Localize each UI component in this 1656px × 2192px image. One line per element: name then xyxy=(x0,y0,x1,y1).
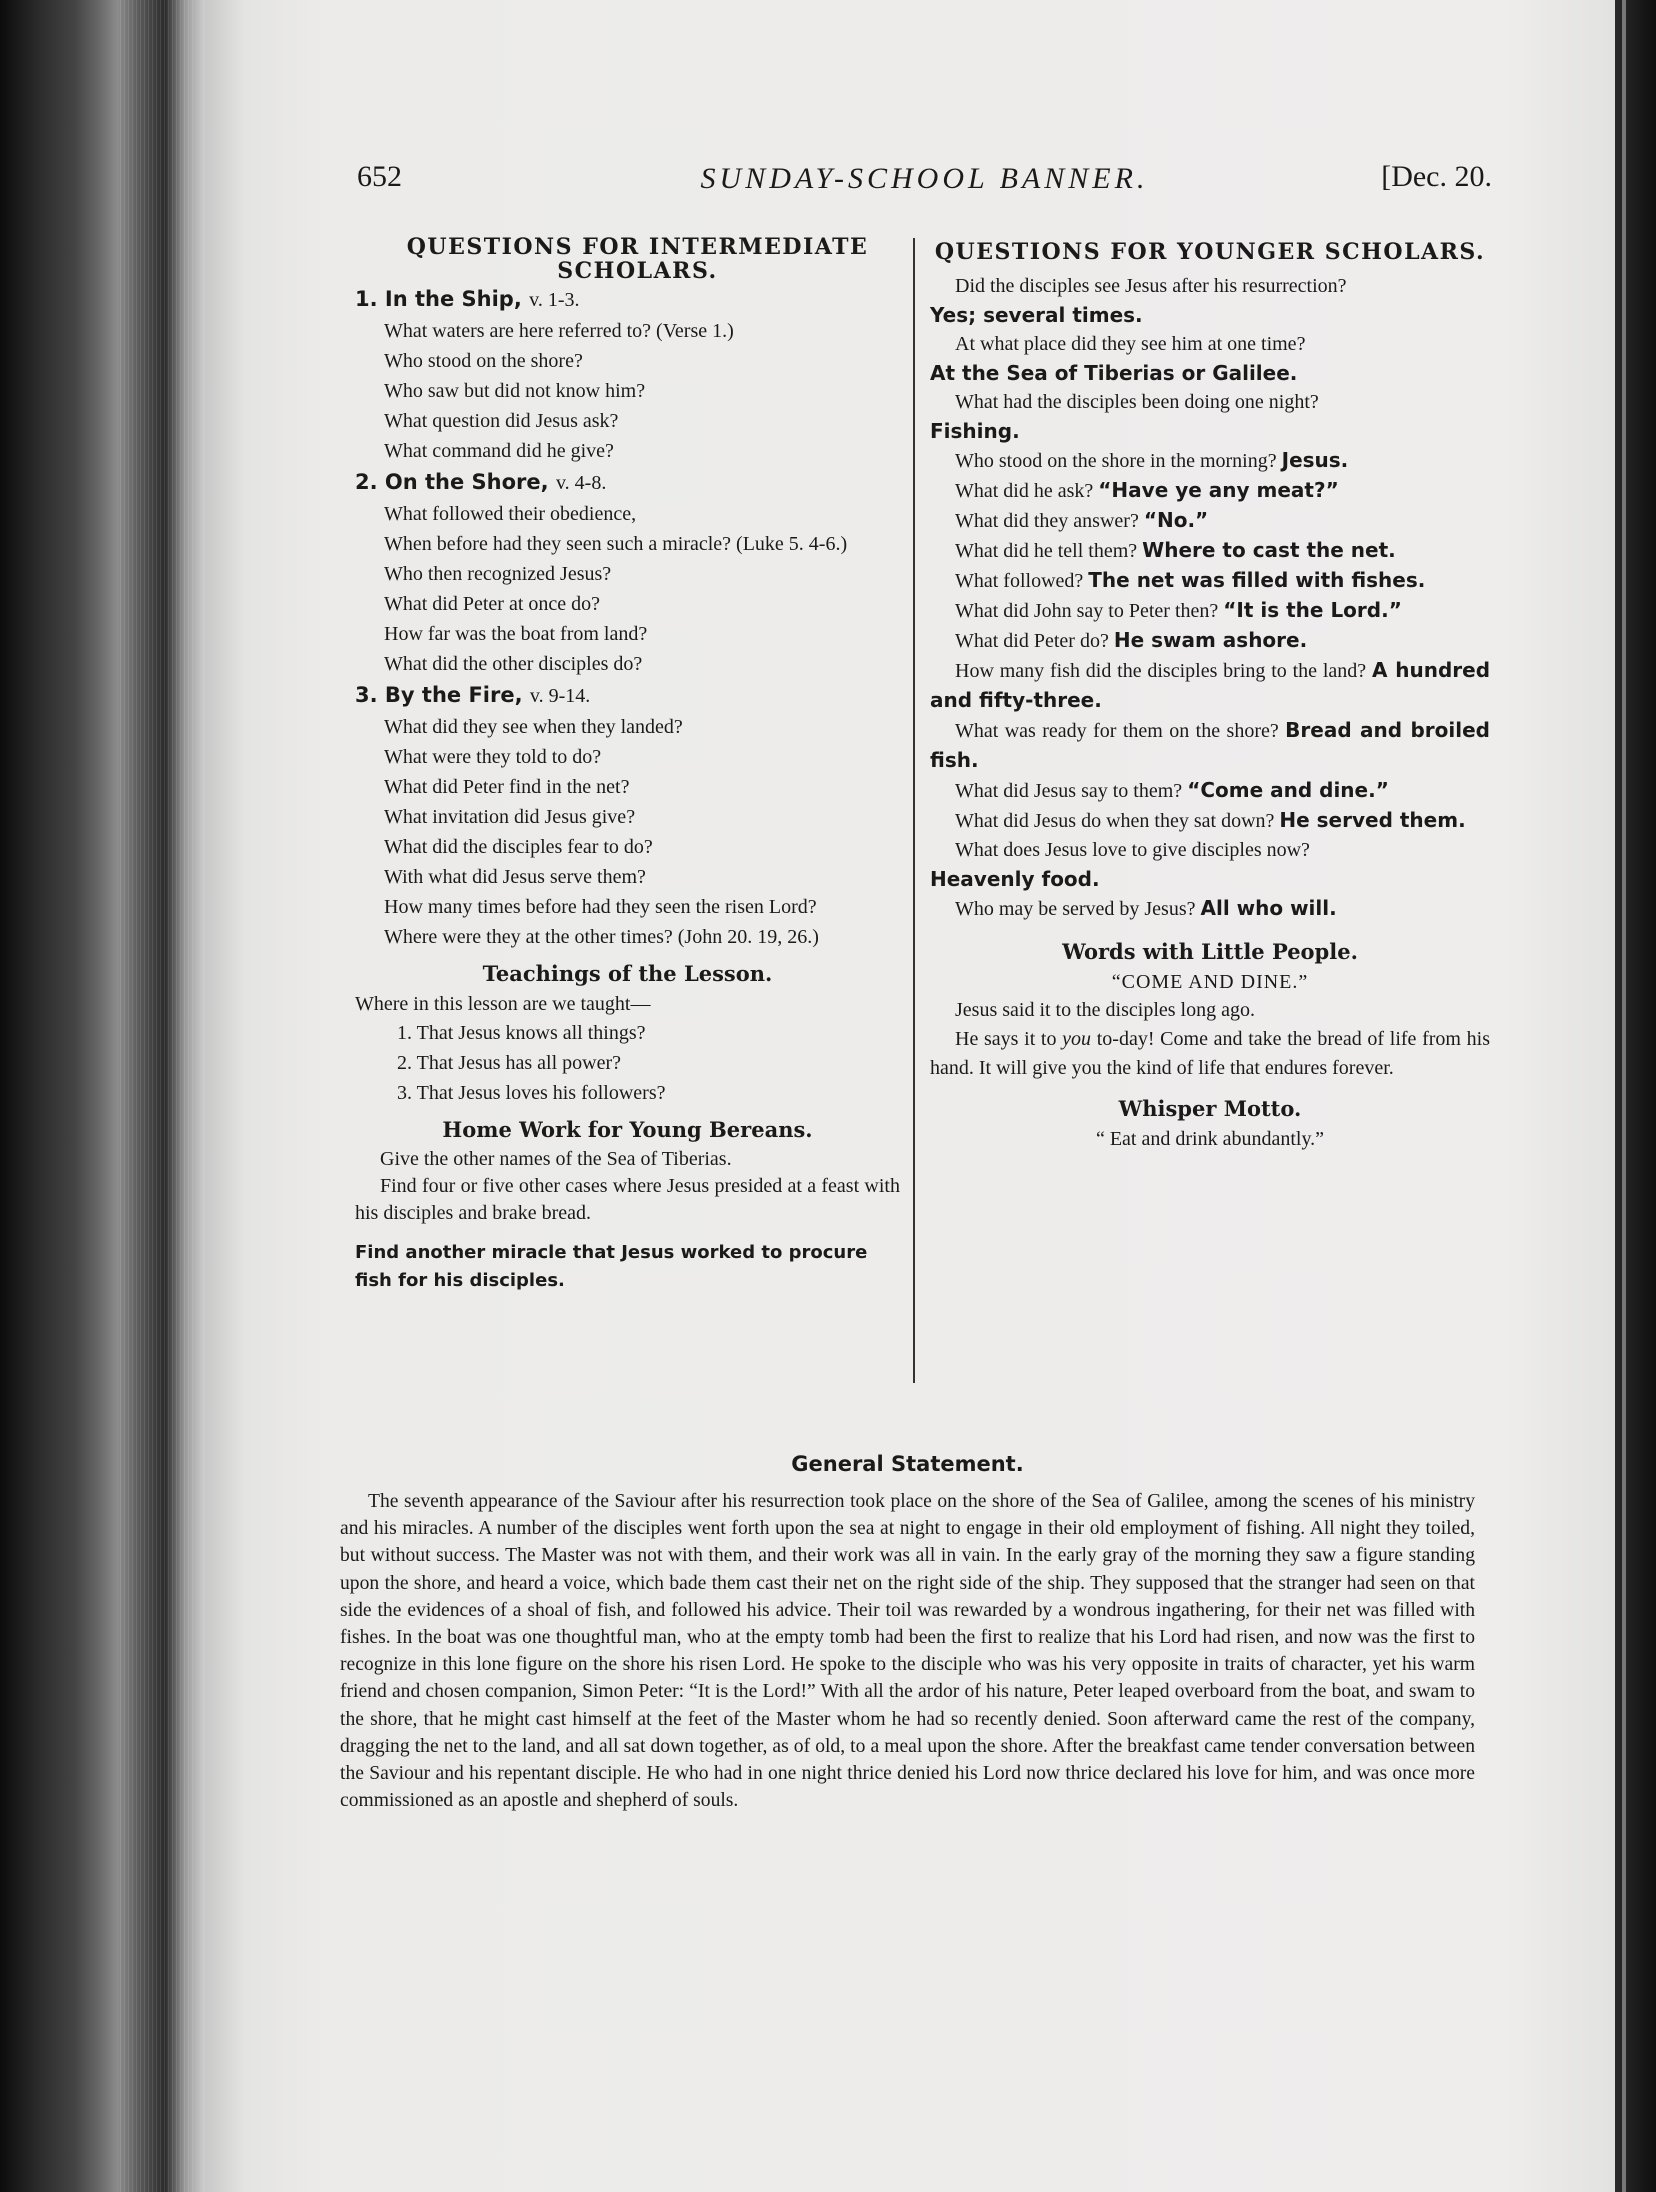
question: How many times before had they seen the risen Lord? xyxy=(384,896,817,918)
qa-answer: A hundred and fifty-three. xyxy=(930,658,1491,712)
question: What did Peter find in the net? xyxy=(384,776,630,798)
section-heading-text: 2. On the Shore, xyxy=(355,470,549,494)
section-heading xyxy=(355,469,900,497)
qa-item xyxy=(930,776,1490,806)
teaching-item: 3. That Jesus loves his followers? xyxy=(397,1082,666,1104)
intermediate-questions-column xyxy=(355,235,900,1295)
general-statement xyxy=(340,1450,1475,1814)
qa-answer: Heavenly food. xyxy=(930,867,1100,891)
question: Who then recognized Jesus? xyxy=(384,563,612,585)
qa-item xyxy=(930,330,1490,359)
section-on-the-shore xyxy=(355,469,900,679)
teachings-title: Teachings of the Lesson. xyxy=(482,961,773,986)
younger-title: QUESTIONS FOR YOUNGER SCHOLARS. xyxy=(934,239,1486,265)
qa-answer: Bread and broiled fish. xyxy=(930,718,1490,772)
question: What waters are here referred to? (Verse 1.) xyxy=(384,320,734,342)
home-work-bold-item: Find another miracle that Jesus worked to procure fish for his disciples. xyxy=(355,1242,868,1291)
qa-item xyxy=(930,806,1490,836)
home-work-item: Find four or five other cases where Jesus presided at a feast with his disciples and brake bread. xyxy=(355,1175,900,1224)
page-number: 652 xyxy=(357,160,402,193)
qa-question: Who may be served by Jesus? xyxy=(955,898,1196,920)
question: What question did Jesus ask? xyxy=(384,410,619,432)
qa-item xyxy=(930,716,1490,776)
running-title: SUNDAY-SCHOOL BANNER. xyxy=(700,162,1149,195)
qa-answer: He swam ashore. xyxy=(1113,628,1308,652)
qa-answer: All who will. xyxy=(1200,896,1337,920)
question: What command did he give? xyxy=(384,440,614,462)
qa-answer: The net was filled with fishes. xyxy=(1088,568,1426,592)
qa-answer: Jesus. xyxy=(1281,448,1349,472)
qa-item xyxy=(930,656,1490,716)
qa-question: What does Jesus love to give disciples now? xyxy=(955,839,1310,861)
words-subtitle: “COME AND DINE.” xyxy=(1111,971,1309,993)
home-work-item: Give the other names of the Sea of Tiberias. xyxy=(380,1148,732,1170)
qa-answer: At the Sea of Tiberias or Galilee. xyxy=(930,361,1298,385)
qa-answer: “Have ye any meat?” xyxy=(1098,478,1339,502)
words-text: to-day! Come and take the bread of life from his hand. It will give you the kind of life that endures forever. xyxy=(930,1028,1490,1079)
question: What were they told to do? xyxy=(384,746,602,768)
words-emphasis: you xyxy=(1062,1028,1092,1050)
qa-answer: Yes; several times. xyxy=(930,303,1143,327)
qa-question: What did Jesus say to them? xyxy=(955,780,1183,802)
section-heading-text: 3. By the Fire, xyxy=(355,683,523,707)
qa-answer: “It is the Lord.” xyxy=(1223,598,1402,622)
home-work-title: Home Work for Young Bereans. xyxy=(442,1117,813,1142)
book-spine xyxy=(0,0,205,2192)
qa-question: What did they answer? xyxy=(955,510,1139,532)
qa-item xyxy=(930,836,1490,865)
qa-question: What did he tell them? xyxy=(955,540,1138,562)
general-title: General Statement. xyxy=(791,1452,1024,1476)
motto-title: Whisper Motto. xyxy=(1118,1096,1302,1121)
question: What invitation did Jesus give? xyxy=(384,806,636,828)
qa-item xyxy=(930,272,1490,301)
qa-question: Did the disciples see Jesus after his resurrection? xyxy=(955,275,1347,297)
question: With what did Jesus serve them? xyxy=(384,866,646,888)
qa-question: What did Peter do? xyxy=(955,630,1109,652)
section-heading xyxy=(355,682,900,710)
question: How far was the boat from land? xyxy=(384,623,648,645)
qa-item xyxy=(930,626,1490,656)
qa-question: What did he ask? xyxy=(955,480,1094,502)
qa-answer: Where to cast the net. xyxy=(1142,538,1396,562)
younger-questions-column xyxy=(930,240,1490,1153)
question: Who stood on the shore? xyxy=(384,350,583,372)
question: What did Peter at once do? xyxy=(384,593,601,615)
qa-question: What had the disciples been doing one night? xyxy=(955,391,1319,413)
section-in-the-ship xyxy=(355,286,900,466)
words-title: Words with Little People. xyxy=(1062,939,1358,964)
qa-item xyxy=(930,388,1490,417)
qa-item xyxy=(930,894,1490,924)
qa-item xyxy=(930,536,1490,566)
qa-question: At what place did they see him at one time? xyxy=(955,333,1306,355)
motto-text: “ Eat and drink abundantly.” xyxy=(1095,1128,1325,1150)
column-rule xyxy=(913,238,915,1383)
words-line: Jesus said it to the disciples long ago. xyxy=(955,999,1255,1021)
teachings-intro: Where in this lesson are we taught— xyxy=(355,993,651,1015)
verse-ref: v. 1-3. xyxy=(529,289,580,311)
qa-answer: Fishing. xyxy=(930,419,1020,443)
section-by-the-fire xyxy=(355,682,900,952)
qa-question: What did John say to Peter then? xyxy=(955,600,1219,622)
facing-page-edge-line xyxy=(1622,0,1626,2192)
section-heading-text: 1. In the Ship, xyxy=(355,287,522,311)
qa-item xyxy=(930,446,1490,476)
question: What followed their obedience, xyxy=(384,503,637,525)
verse-ref: v. 4-8. xyxy=(555,472,607,494)
qa-question: Who stood on the shore in the morning? xyxy=(955,450,1277,472)
qa-question: What was ready for them on the shore? xyxy=(955,720,1279,742)
qa-item xyxy=(930,506,1490,536)
qa-answer: “Come and dine.” xyxy=(1187,778,1389,802)
question: What did the disciples fear to do? xyxy=(384,836,653,858)
words-text: He says it to xyxy=(955,1028,1063,1050)
question: Where were they at the other times? (John 20. 19, 26.) xyxy=(384,926,819,948)
page-header xyxy=(357,160,1492,210)
qa-item xyxy=(930,476,1490,506)
question: What did they see when they landed? xyxy=(384,716,683,738)
qa-item xyxy=(930,566,1490,596)
question: When before had they seen such a miracle? (Luke 5. 4-6.) xyxy=(384,533,848,555)
intermediate-title: QUESTIONS FOR INTERMEDIATE SCHOLARS. xyxy=(406,234,869,284)
section-heading xyxy=(355,286,900,314)
words-paragraph xyxy=(930,1025,1490,1083)
page-edges xyxy=(120,0,195,2192)
issue-date: [Dec. 20. xyxy=(1381,160,1492,193)
teaching-item: 2. That Jesus has all power? xyxy=(397,1052,622,1074)
question: What did the other disciples do? xyxy=(384,653,643,675)
question: Who saw but did not know him? xyxy=(384,380,646,402)
teaching-item: 1. That Jesus knows all things? xyxy=(397,1022,646,1044)
qa-question: What followed? xyxy=(955,570,1084,592)
general-text: The seventh appearance of the Saviour after his resurrection took place on the shore of the Sea of Galilee, among the scenes of his ministry and his miracles. A number of the disciples went forth upon the sea at night to engage in their old employment of fishing. All night they toiled, but without success. The Master was not with them, and their work was all in vain. In the early gray of the morning they saw a figure standing upon the shore, and heard a voice, which bade them cast their net on the right side of the ship. They supposed that the stranger had seen on that side the evidences of a shoal of fish, and followed his advice. Their toil was rewarded by a wondrous ingathering, for their net was filled with fishes. In the boat was one thoughtful man, who at the empty tomb had been the first to realize that his Lord had risen, and now was the first to recognize in this lone figure on the shore his risen Lord. He spoke to the disciple who was his very opposite in traits of character, yet his warm friend and chosen companion, Simon Peter: “It is the Lord!” With all the ardor of his nature, Peter leaped overboard from the boat, and swam to the shore, that he might cast himself at the feet of the Master whom he had so recently denied. Soon afterward came the rest of the company, dragging the net to the land, and all sat down together, as of old, to a meal upon the shore. After the breakfast came tender conversation between the Saviour and his repentant disciple. He who had in one night thrice denied his Lord now thrice declared his love for him, and was once more commissioned as an apostle and shepherd of souls. xyxy=(340,1491,1475,1812)
qa-item xyxy=(930,596,1490,626)
qa-answer: “No.” xyxy=(1143,508,1209,532)
qa-question: How many fish did the disciples bring to the land? xyxy=(955,660,1367,682)
qa-answer: He served them. xyxy=(1279,808,1466,832)
qa-question: What did Jesus do when they sat down? xyxy=(955,810,1275,832)
verse-ref: v. 9-14. xyxy=(529,685,591,707)
